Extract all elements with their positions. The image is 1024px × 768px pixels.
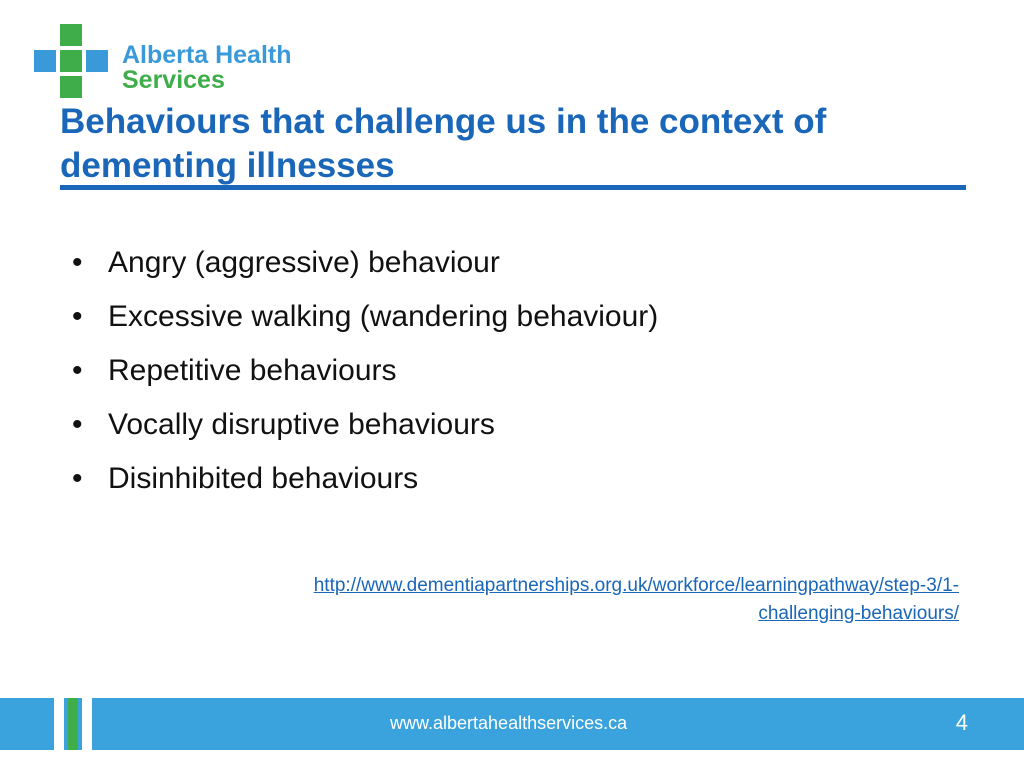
- reference-link-line-2[interactable]: challenging-behaviours/: [758, 603, 959, 624]
- bullet-text: Repetitive behaviours: [108, 354, 397, 387]
- bullet-dot-icon: •: [72, 408, 83, 441]
- bullet-text: Vocally disruptive behaviours: [108, 408, 495, 441]
- slide-title: Behaviours that challenge us in the context of dementing illnesses: [60, 102, 827, 185]
- bullet-item: [72, 290, 658, 344]
- logo-line-1: Alberta Health: [122, 41, 292, 69]
- logo-wordmark: [122, 43, 291, 93]
- page-number: 4: [955, 710, 968, 735]
- bullet-list: [72, 236, 658, 506]
- bullet-text: Disinhibited behaviours: [108, 462, 419, 495]
- footer-website: www.albertahealthservices.ca: [390, 713, 628, 733]
- bullet-item: [72, 398, 658, 452]
- bullet-item: [72, 452, 658, 506]
- footer-bar: [0, 698, 1024, 750]
- title-underline-rule: [60, 185, 966, 190]
- bullet-item: [72, 236, 658, 290]
- bullet-item: [72, 344, 658, 398]
- reference-link-line-1[interactable]: http://www.dementiapartnerships.org.uk/workforce/learningpathway/step-3/1-: [313, 575, 959, 596]
- bullet-dot-icon: •: [72, 246, 83, 279]
- bullet-text: Excessive walking (wandering behaviour): [108, 300, 659, 333]
- reference-link[interactable]: [159, 572, 959, 628]
- bullet-text: Angry (aggressive) behaviour: [108, 246, 500, 279]
- footer-logo-stripes-icon: [54, 698, 94, 750]
- bullet-dot-icon: •: [72, 462, 83, 495]
- ahs-cross-logo-icon: [34, 24, 114, 104]
- bullet-dot-icon: •: [72, 354, 83, 387]
- logo-line-2: Services: [122, 66, 225, 94]
- bullet-dot-icon: •: [72, 300, 83, 333]
